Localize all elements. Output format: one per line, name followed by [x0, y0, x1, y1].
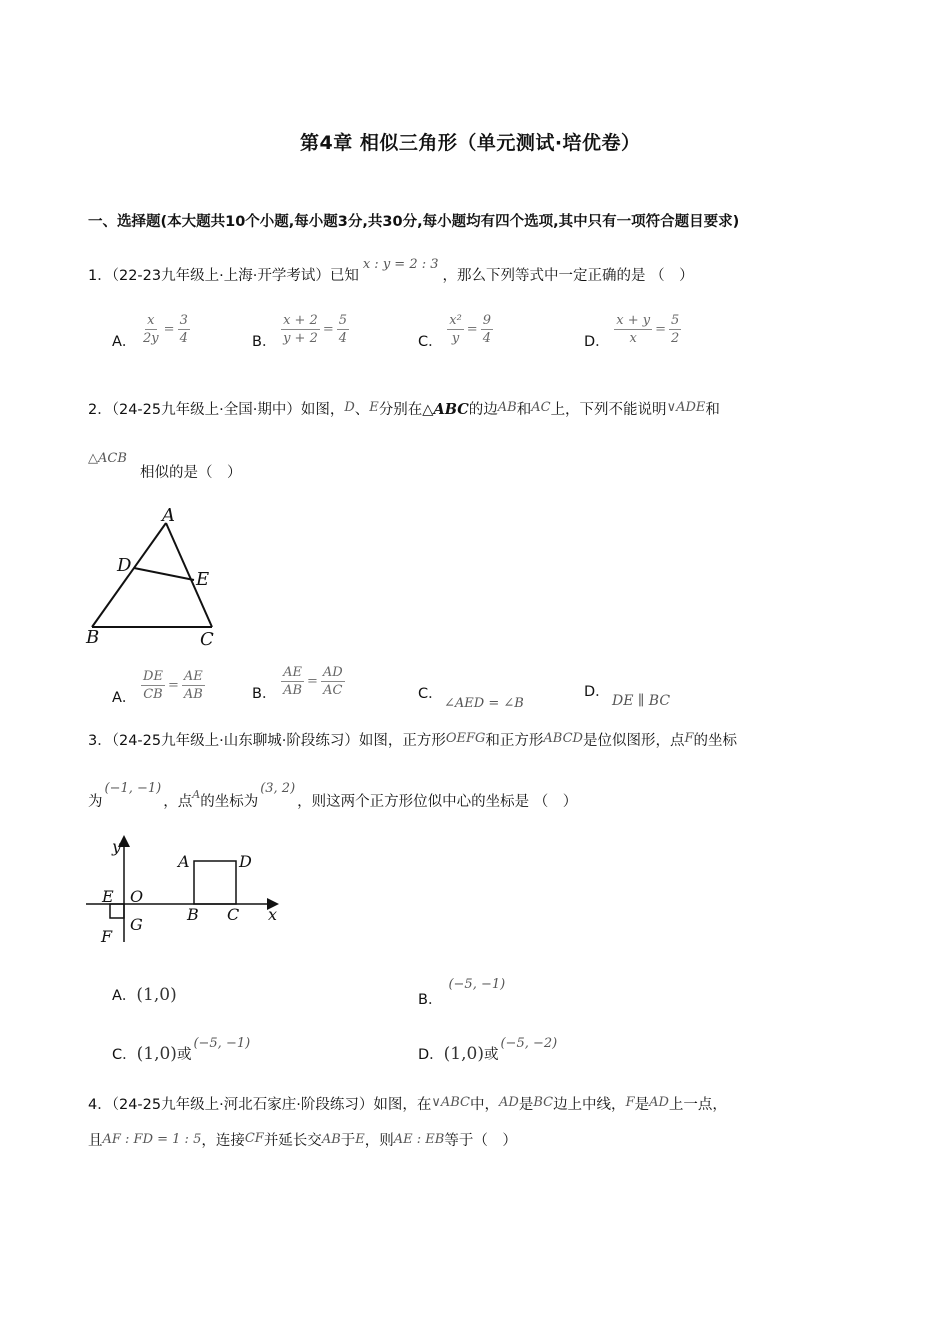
option-a[interactable]: A．(1,0) — [112, 985, 177, 1005]
coordinate-figure — [84, 832, 284, 952]
question-number: 1． — [88, 268, 112, 284]
label-c: C — [200, 629, 214, 650]
option-c-formula: ∠AED = ∠B — [444, 696, 524, 711]
label-a: A — [162, 505, 175, 526]
segment-de — [134, 568, 194, 580]
option-d[interactable]: D． — [584, 684, 610, 700]
question-source: （24-25九年级上·全国·期中） — [111, 402, 301, 418]
question-4-cont: 且AF : FD = 1 : 5，连接CF并延长交AB于E，则AE : EB等于（ ） — [88, 1131, 517, 1149]
fraction: $\frac{9}{4}$ — [482, 313, 491, 346]
question-source: （24-25九年级上·河北石家庄·阶段练习） — [111, 1097, 374, 1113]
fraction: $\frac{3}{4}$ — [179, 313, 188, 346]
label-e: E — [102, 887, 114, 906]
fraction: $\frac{x + y}{x}$ — [616, 313, 651, 346]
square-oefg — [110, 904, 124, 918]
fraction: $\frac{5}{4}$ — [338, 313, 348, 346]
option-a[interactable]: A． $\frac{x}{2y}$ = $\frac{3}{4}$ — [112, 313, 188, 350]
triangle-figure — [84, 505, 234, 650]
math-formula: x : y = 2 : 3 — [362, 257, 439, 272]
option-b[interactable]: B． $\frac{AE}{AB}$ = $\frac{AD}{AC}$ — [252, 665, 343, 702]
question-1: 1．（22-23九年级上·上海·开学考试）已知x : y = 2 : 3，那么下列等式中一定正确的是 （ ） — [88, 257, 694, 284]
page-title: 第4章 相似三角形（单元测试·培优卷） — [300, 132, 641, 154]
question-number: 2． — [88, 402, 112, 418]
option-d[interactable]: D．(1,0)或(−5, −2) — [418, 1036, 558, 1064]
label-b: B — [187, 905, 199, 924]
label-x: x — [268, 905, 278, 924]
question-2: 2．（24-25九年级上·全国·期中）如图，D、E分别在△ABC的边AB和AC上，下列不能说明∨ADE和 — [88, 400, 720, 418]
question-2-tail: 相似的是（ ） — [140, 465, 242, 481]
question-3: 3．（24-25九年级上·山东聊城·阶段练习）如图，正方形OEFG和正方形ABCD是位似图形，点F的坐标 — [88, 731, 737, 749]
fraction: $\frac{x + 2}{y + 2}$ — [283, 313, 318, 346]
fraction: $\frac{5}{2}$ — [671, 313, 680, 346]
label-e: E — [196, 569, 210, 590]
label-c: C — [227, 905, 240, 924]
label-d: D — [239, 852, 252, 871]
label-g: G — [130, 915, 143, 934]
label-y: y — [112, 837, 122, 856]
option-a[interactable]: A． $\frac{DE}{CB}$ = $\frac{AE}{AB}$ — [112, 669, 203, 706]
fraction: $\frac{\text{x²}}{y}$ — [449, 313, 462, 346]
question-3-cont: 为(−1, −1)，点$^A$的坐标为(3, 2)，则这两个正方形位似中心的坐标是 （ ） — [88, 781, 578, 810]
option-c[interactable]: C． $\frac{\text{x²}}{y}$ = $\frac{9}{4}$ — [418, 313, 491, 350]
square-abcd — [194, 861, 236, 904]
option-d[interactable]: D． $\frac{x + y}{x}$ = $\frac{5}{2}$ — [584, 313, 680, 350]
label-d: D — [117, 555, 132, 576]
option-c[interactable]: C．(1,0)或(−5, −1) — [112, 1036, 251, 1064]
option-d-formula: DE ∥ BC — [612, 693, 671, 709]
label-f: F — [101, 927, 113, 946]
question-4: 4．（24-25九年级上·河北石家庄·阶段练习）如图，在∨ABC中，AD是BC边上中线，F是AD上一点， — [88, 1095, 727, 1113]
question-source: （24-25九年级上·山东聊城·阶段练习） — [111, 733, 359, 749]
label-a: A — [178, 852, 190, 871]
option-b[interactable]: B． $\frac{x + 2}{y + 2}$ = $\frac{5}{4}$ — [252, 313, 348, 350]
option-c[interactable]: C． — [418, 686, 443, 702]
section-header: 一、选择题(本大题共10个小题,每小题3分,共30分,每小题均有四个选项,其中只有一项符合题目要求) — [88, 214, 740, 230]
label-o: O — [130, 887, 144, 906]
question-2-cont: △ACB — [88, 451, 127, 466]
label-b: B — [86, 627, 100, 648]
option-b[interactable]: B．(−5, −1) — [418, 977, 506, 1008]
question-number: 4． — [88, 1097, 112, 1113]
question-source: （22-23九年级上·上海·开学考试） — [111, 268, 330, 284]
question-number: 3． — [88, 733, 112, 749]
fraction: $\frac{x}{2y}$ — [143, 313, 159, 346]
